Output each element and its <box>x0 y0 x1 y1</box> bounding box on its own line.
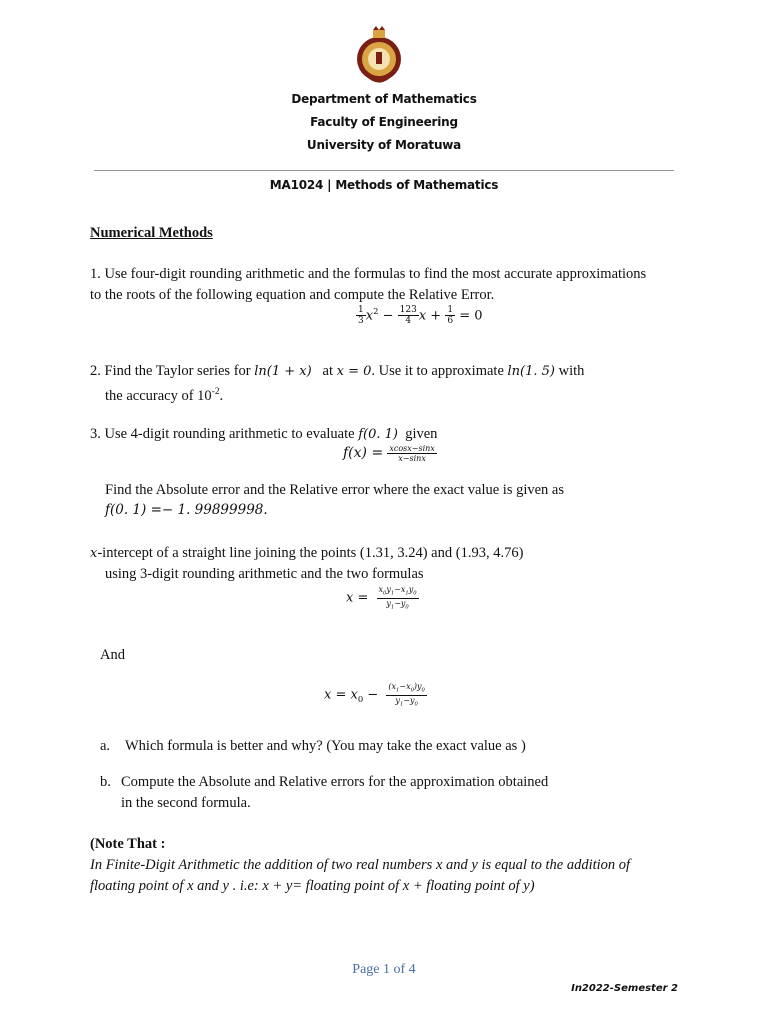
q3-line3: Find the Absolute error and the Relative error where the exact value is given as <box>105 482 565 498</box>
q1-line1: 1. Use four-digit rounding arithmetic and the formulas to find the most accurate approximations <box>90 266 647 282</box>
department-name: Department of Mathematics <box>291 92 477 106</box>
q4-and: And <box>100 647 125 663</box>
semester-label: In2022-Semester 2 <box>571 983 678 994</box>
q1-equation: $\frac{1}{3}$ $x^2$ − $\frac{123}{4}$ x + $\frac{1}{6}$ = 0 <box>358 305 483 327</box>
q4-line1: x-intercept of a straight line joining the points (1.31, 3.24) and (1.93, 4.76) <box>90 545 524 561</box>
note-line1: In Finite-Digit Arithmetic the addition of two real numbers x and y is equal to the addition of <box>90 857 631 873</box>
q4-part-a: Which formula is better and why? (You may take the exact value as ) <box>125 738 526 754</box>
q2-line2: the accuracy of $10^{-2}$. <box>105 387 224 404</box>
q3-line1: 3. Use 4-digit rounding arithmetic to evaluate f(0. 1) given <box>90 426 438 442</box>
q1-line2: to the roots of the following equation and compute the Relative Error. <box>90 287 495 303</box>
q3-equation: f(x) = $\frac{xcosx-\sin x}{x-\sin x}$ <box>343 444 435 464</box>
university-name: University of Moratuwa <box>306 138 462 152</box>
university-logo <box>354 26 404 88</box>
q4-part-b-label: b. <box>100 774 111 790</box>
section-title: Numerical Methods <box>90 225 213 241</box>
page-number: Page 1 of 4 <box>352 962 416 977</box>
q4-part-a-label: a. <box>100 738 111 754</box>
q4-formula-1: x = $\frac{x_0y_1-x_1y_0}{y_1-y_0}$ <box>346 585 417 611</box>
note-line2: floating point of x and y . i.e: x + y= floating point of x + floating point of y) <box>90 878 535 894</box>
q4-part-b-line2: in the second formula. <box>121 795 251 811</box>
faculty-name: Faculty of Engineering <box>310 115 458 129</box>
q4-formula-2: $x = x_0$ − $\frac{(x_1-x_0)y_0}{y_1-y_0}$ <box>324 682 425 708</box>
header-divider <box>94 170 674 171</box>
q3-exact-value: f(0. 1) =− 1. 99899998. <box>105 502 268 518</box>
q2-line1: 2. Find the Taylor series for ln(1 + x) at x = 0. Use it to approximate ln(1. 5) with <box>90 363 585 379</box>
q4-line2: using 3-digit rounding arithmetic and the two formulas <box>105 566 424 582</box>
q4-part-b-line1: Compute the Absolute and Relative errors for the approximation obtained <box>121 774 549 790</box>
note-title: (Note That : <box>90 836 166 852</box>
course-title: MA1024 | Methods of Mathematics <box>269 178 499 192</box>
